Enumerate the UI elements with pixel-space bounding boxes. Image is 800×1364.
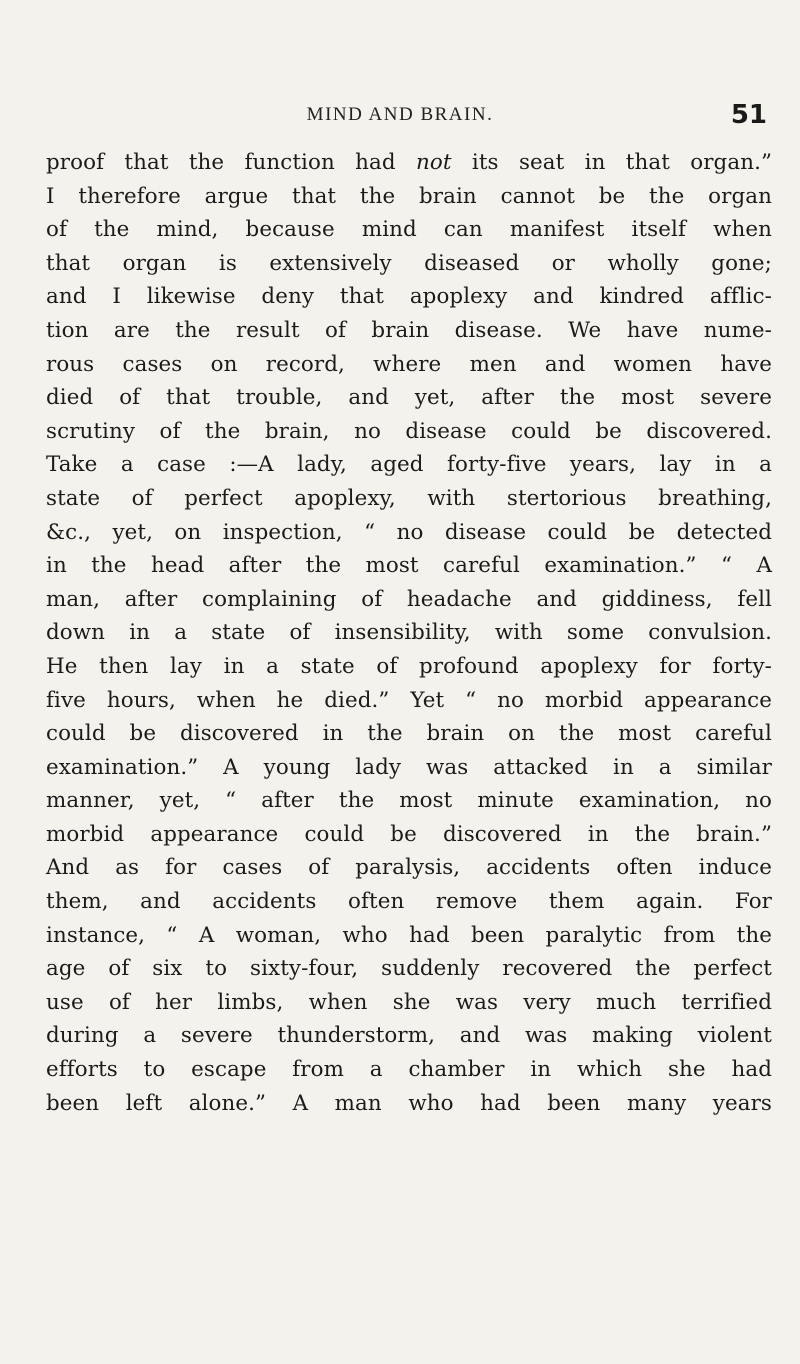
text-line: that organ is extensively diseased or wholly gone;	[46, 250, 772, 276]
text-line: manner, yet, “ after the most minute examination, no	[46, 788, 772, 814]
text-line: five hours, when he died.” Yet “ no morbid appearance	[46, 687, 772, 713]
text-line: age of six to sixty-four, suddenly recovered the perfect	[46, 956, 772, 982]
text-line: during a severe thunderstorm, and was making violent	[46, 1023, 772, 1049]
text-line: morbid appearance could be discovered in the brain.”	[46, 821, 772, 847]
text-line: proof that the function had not its seat in that organ.”	[46, 150, 773, 175]
text-line: use of her limbs, when she was very much terrified	[46, 989, 772, 1015]
text-line: efforts to escape from a chamber in which she had	[46, 1057, 772, 1083]
text-line: He then lay in a state of profound apoplexy for forty-	[46, 653, 772, 679]
text-line: instance, “ A woman, who had been paralytic from the	[46, 922, 772, 948]
text-line: man, after complaining of headache and giddiness, fell	[46, 586, 772, 612]
text-line: scrutiny of the brain, no disease could be discovered.	[46, 418, 772, 444]
text-line: them, and accidents often remove them again. For	[46, 889, 772, 915]
text-line: died of that trouble, and yet, after the most severe	[46, 385, 772, 411]
text-line: Take a case :—A lady, aged forty-five years, lay in a	[46, 452, 772, 478]
text-line: I therefore argue that the brain cannot be the organ	[46, 183, 772, 209]
emphasis-not: not	[416, 150, 452, 175]
text-line: been left alone.” A man who had been many years	[46, 1090, 772, 1116]
text-line: state of perfect apoplexy, with stertorious breathing,	[46, 485, 772, 511]
text-line: in the head after the most careful examination.” “ A	[46, 553, 772, 579]
text-line: of the mind, because mind can manifest itself when	[46, 217, 772, 243]
text-line: &c., yet, on inspection, “ no disease could be detected	[46, 519, 772, 545]
text-line: down in a state of insensibility, with some convulsion.	[46, 620, 772, 646]
text-line: And as for cases of paralysis, accidents often induce	[46, 855, 772, 881]
text-line: tion are the result of brain disease. We have nume-	[46, 317, 772, 343]
text-line: and I likewise deny that apoplexy and kindred afflic-	[46, 284, 772, 310]
text-line: rous cases on record, where men and women have	[46, 351, 772, 377]
text-line: examination.” A young lady was attacked in a similar	[46, 754, 772, 780]
page-number: 51	[730, 100, 767, 130]
running-head: MIND AND BRAIN.	[306, 104, 494, 125]
text-line: could be discovered in the brain on the most careful	[46, 721, 772, 747]
page-header	[0, 96, 800, 136]
body-text	[46, 146, 772, 1120]
